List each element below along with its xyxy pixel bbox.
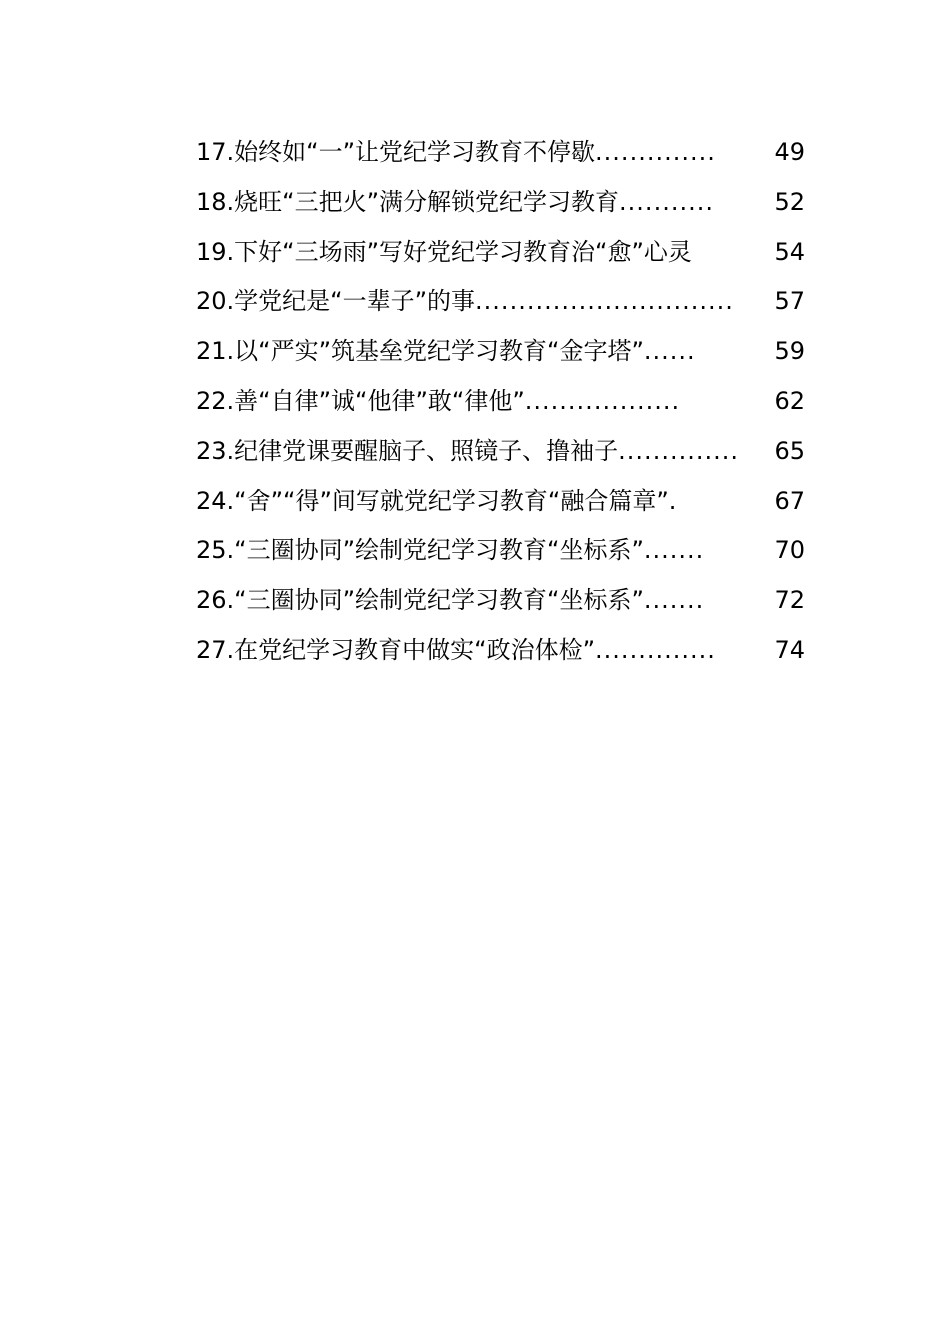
toc-entry-title: 纪律党课要醒脑子、照镜子、撸袖子 (234, 436, 619, 465)
toc-entry-page: 72 (774, 586, 805, 615)
table-of-contents (196, 128, 805, 676)
toc-entry-title: 在党纪学习教育中做实“政治体检” (234, 635, 596, 664)
toc-entry-page: 49 (774, 138, 805, 166)
toc-entry-number: 25. (196, 536, 235, 565)
toc-entry-page: 59 (774, 337, 805, 366)
toc-entry-leader: ....... (643, 536, 705, 565)
toc-entry-number: 24. (196, 486, 235, 515)
toc-entry-title: 始终如“一”让党纪学习教育不停歇 (234, 138, 596, 166)
toc-entry-23 (196, 427, 805, 477)
toc-entry-title: 烧旺“三把火”满分解锁党纪学习教育 (234, 187, 620, 216)
toc-entry-leader: .............................. (475, 287, 734, 316)
toc-entry-17 (196, 128, 805, 178)
toc-entry-title: “三圈协同”绘制党纪学习教育“坐标系” (234, 536, 644, 565)
toc-entry-18 (196, 178, 805, 228)
toc-entry-title: 善“自律”诚“他律”敢“律他” (234, 386, 525, 415)
toc-entry-25 (196, 526, 805, 576)
toc-entry-21 (196, 327, 805, 377)
toc-entry-24 (196, 477, 805, 527)
toc-entry-title: “三圈协同”绘制党纪学习教育“坐标系” (234, 586, 644, 615)
toc-entry-number: 27. (196, 635, 235, 664)
toc-entry-number: 20. (196, 287, 235, 316)
toc-entry-20 (196, 277, 805, 327)
toc-entry-26 (196, 576, 805, 626)
toc-entry-title: 以“严实”筑基垒党纪学习教育“金字塔” (234, 337, 644, 366)
toc-entry-27 (196, 626, 805, 676)
toc-entry-leader: ...... (643, 337, 696, 366)
toc-entry-number: 26. (196, 586, 235, 615)
toc-entry-leader: .............. (595, 138, 716, 166)
toc-entry-leader: ....... (643, 586, 705, 615)
toc-entry-page: 52 (774, 187, 805, 216)
toc-entry-leader: .................. (524, 386, 681, 415)
toc-entry-page: 70 (774, 536, 805, 565)
toc-entry-title: 学党纪是“一辈子”的事 (234, 287, 476, 316)
toc-entry-page: 67 (774, 486, 805, 515)
toc-entry-page: 62 (774, 386, 805, 415)
toc-entry-page: 65 (774, 436, 805, 465)
toc-entry-number: 17. (196, 138, 235, 166)
toc-entry-page: 57 (774, 287, 805, 316)
toc-entry-19 (196, 228, 805, 278)
toc-entry-page: 54 (774, 237, 805, 266)
toc-entry-page: 74 (774, 635, 805, 664)
toc-entry-title: “舍”“得”间写就党纪学习教育“融合篇章” (234, 486, 669, 515)
toc-entry-number: 19. (196, 237, 235, 266)
toc-entry-leader: . (668, 486, 678, 515)
toc-entry-number: 21. (196, 337, 235, 366)
toc-entry-22 (196, 377, 805, 427)
toc-entry-number: 18. (196, 187, 235, 216)
toc-entry-number: 22. (196, 386, 235, 415)
toc-entry-leader: .............. (595, 635, 716, 664)
toc-entry-leader: .............. (618, 436, 739, 465)
toc-entry-leader: ........... (619, 187, 714, 216)
toc-entry-title: 下好“三场雨”写好党纪学习教育治“愈”心灵 (234, 237, 692, 266)
toc-entry-number: 23. (196, 436, 235, 465)
